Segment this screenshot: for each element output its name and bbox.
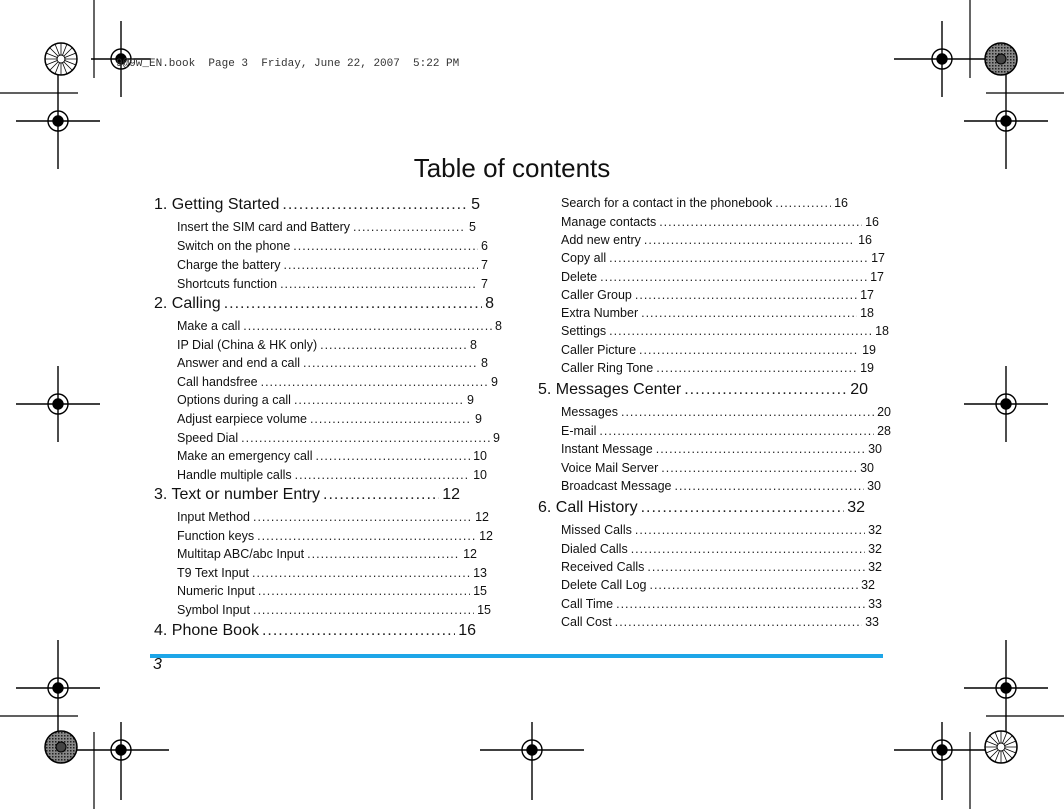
toc-entry-page: 33 xyxy=(868,597,882,611)
toc-entry xyxy=(177,239,488,253)
toc-entry xyxy=(177,356,488,370)
toc-entry-page: 16 xyxy=(458,622,476,639)
toc-entry-page: 32 xyxy=(861,578,875,592)
toc-entry xyxy=(561,479,881,493)
toc-entry-page: 7 xyxy=(481,277,488,291)
toc-entry-label: 6. Call History xyxy=(538,499,638,516)
toc-entry-label: 1. Getting Started xyxy=(154,196,280,213)
toc-entry-page: 20 xyxy=(850,381,868,398)
toc-entry xyxy=(177,449,487,463)
toc-entry-label: Messages xyxy=(561,405,618,419)
toc-entry-page: 17 xyxy=(860,288,874,302)
toc-entry-page: 12 xyxy=(463,547,477,561)
page-title: Table of contents xyxy=(413,153,611,183)
toc-section-entry xyxy=(538,381,868,399)
toc-entry xyxy=(561,196,848,210)
toc-leader-dots xyxy=(609,324,872,338)
toc-entry-label: Make an emergency call xyxy=(177,449,313,463)
toc-section-entry xyxy=(154,196,480,214)
toc-entry-page: 9 xyxy=(467,393,474,407)
toc-entry-label: Settings xyxy=(561,324,607,338)
toc-entry-label: Shortcuts function xyxy=(177,277,278,291)
toc-entry xyxy=(561,578,875,592)
toc-entry-label: 3. Text or number Entry xyxy=(154,486,320,503)
toc-leader-dots xyxy=(635,288,857,302)
print-header: 9@9w_EN.book Page 3 Friday, June 22, 2007 5:22 PM xyxy=(116,58,460,70)
toc-leader-dots xyxy=(641,499,845,517)
toc-entry-page: 16 xyxy=(865,215,879,229)
toc-leader-dots xyxy=(282,196,468,214)
toc-leader-dots xyxy=(320,338,467,352)
toc-entry-label: Received Calls xyxy=(561,560,645,574)
toc-leader-dots xyxy=(353,220,466,234)
toc-entry xyxy=(177,529,493,543)
toc-entry-page: 12 xyxy=(442,486,460,503)
toc-entry-label: Charge the battery xyxy=(177,258,281,272)
toc-entry-page: 28 xyxy=(877,424,891,438)
toc-leader-dots xyxy=(280,277,478,291)
toc-entry xyxy=(177,468,487,482)
toc-section-entry xyxy=(154,622,476,640)
toc-entry-label: Input Method xyxy=(177,510,250,524)
toc-entry-page: 9 xyxy=(493,431,500,445)
registration-mark-icon xyxy=(16,21,1048,800)
toc-leader-dots xyxy=(615,615,862,629)
toc-leader-dots xyxy=(323,486,439,504)
toc-entry xyxy=(177,510,489,524)
toc-entry-label: 2. Calling xyxy=(154,295,221,312)
toc-leader-dots xyxy=(639,343,859,357)
toc-entry-page: 5 xyxy=(471,196,480,213)
toc-entry-page: 32 xyxy=(868,523,882,537)
toc-entry-page: 18 xyxy=(860,306,874,320)
toc-entry-page: 30 xyxy=(868,442,882,456)
toc-entry-label: Make a call xyxy=(177,319,241,333)
toc-leader-dots xyxy=(684,381,847,399)
toc-entry xyxy=(177,566,487,580)
toc-leader-dots xyxy=(631,542,865,556)
toc-leader-dots xyxy=(674,479,864,493)
toc-entry xyxy=(177,319,502,333)
toc-entry-label: Instant Message xyxy=(561,442,653,456)
toc-entry-label: Extra Number xyxy=(561,306,639,320)
toc-entry xyxy=(177,547,477,561)
toc-entry xyxy=(561,424,891,438)
toc-leader-dots xyxy=(647,560,865,574)
toc-entry xyxy=(177,393,474,407)
toc-leader-dots xyxy=(609,251,868,265)
toc-entry-label: Answer and end a call xyxy=(177,356,300,370)
toc-entry-page: 16 xyxy=(858,233,872,247)
toc-entry-page: 30 xyxy=(860,461,874,475)
toc-entry xyxy=(177,412,482,426)
toc-leader-dots xyxy=(310,412,472,426)
toc-entry xyxy=(177,258,488,272)
toc-entry-label: Adjust earpiece volume xyxy=(177,412,307,426)
toc-entry xyxy=(177,338,477,352)
toc-entry-page: 8 xyxy=(481,356,488,370)
toc-entry-page: 17 xyxy=(871,251,885,265)
toc-leader-dots xyxy=(315,449,470,463)
toc-entry-page: 8 xyxy=(495,319,502,333)
toc-entry-page: 10 xyxy=(473,449,487,463)
toc-entry xyxy=(561,215,879,229)
toc-entry-page: 8 xyxy=(485,295,494,312)
toc-leader-dots xyxy=(294,393,464,407)
toc-entry-label: 5. Messages Center xyxy=(538,381,682,398)
toc-entry-label: Caller Ring Tone xyxy=(561,361,654,375)
toc-leader-dots xyxy=(257,529,476,543)
toc-leader-dots xyxy=(600,270,867,284)
toc-leader-dots xyxy=(641,306,857,320)
toc-entry xyxy=(561,233,872,247)
toc-entry-page: 19 xyxy=(862,343,876,357)
toc-entry-label: Manage contacts xyxy=(561,215,657,229)
toc-entry-page: 15 xyxy=(477,603,491,617)
toc-leader-dots xyxy=(262,622,455,640)
toc-entry-page: 6 xyxy=(481,239,488,253)
toc-entry-page: 7 xyxy=(481,258,488,272)
toc-entry-page: 13 xyxy=(473,566,487,580)
toc-entry xyxy=(561,615,879,629)
toc-entry xyxy=(177,431,500,445)
toc-leader-dots xyxy=(599,424,874,438)
toc-entry xyxy=(561,343,876,357)
toc-entry-label: IP Dial (China & HK only) xyxy=(177,338,318,352)
toc-entry-page: 16 xyxy=(834,196,848,210)
toc-leader-dots xyxy=(253,510,472,524)
toc-entry-page: 30 xyxy=(867,479,881,493)
toc-entry xyxy=(561,288,874,302)
toc-leader-dots xyxy=(252,566,470,580)
toc-entry-label: Broadcast Message xyxy=(561,479,672,493)
toc-entry-label: Add new entry xyxy=(561,233,641,247)
toc-entry-label: Handle multiple calls xyxy=(177,468,292,482)
toc-leader-dots xyxy=(635,523,865,537)
toc-entry xyxy=(561,361,874,375)
toc-entry-label: Call Time xyxy=(561,597,614,611)
toc-leader-dots xyxy=(659,215,862,229)
toc-entry xyxy=(561,324,889,338)
toc-section-entry xyxy=(154,486,460,504)
toc-leader-dots xyxy=(253,603,474,617)
toc-entry-label: Numeric Input xyxy=(177,584,255,598)
toc-entry xyxy=(561,442,882,456)
toc-leader-dots xyxy=(284,258,479,272)
toc-entry xyxy=(561,405,891,419)
toc-entry-label: Call handsfree xyxy=(177,375,258,389)
toc-leader-dots xyxy=(293,239,478,253)
toc-entry xyxy=(561,306,874,320)
toc-entry-label: Symbol Input xyxy=(177,603,250,617)
toc-entry-label: Insert the SIM card and Battery xyxy=(177,220,350,234)
toc-entry-label: Speed Dial xyxy=(177,431,239,445)
toc-entry-label: Switch on the phone xyxy=(177,239,291,253)
toc-entry-label: Voice Mail Server xyxy=(561,461,659,475)
page-number: 3 xyxy=(153,656,162,673)
toc-entry-label: Delete Call Log xyxy=(561,578,647,592)
toc-entry xyxy=(561,542,882,556)
toc-leader-dots xyxy=(621,405,874,419)
toc-entry-label: Multitap ABC/abc Input xyxy=(177,547,305,561)
toc-leader-dots xyxy=(775,196,831,210)
toc-entry xyxy=(561,523,882,537)
toc-entry-page: 9 xyxy=(491,375,498,389)
toc-leader-dots xyxy=(307,547,460,561)
toc-entry xyxy=(561,560,882,574)
toc-leader-dots xyxy=(224,295,482,313)
toc-leader-dots xyxy=(261,375,488,389)
toc-entry-page: 18 xyxy=(875,324,889,338)
toc-entry-label: Caller Group xyxy=(561,288,632,302)
toc-entry-label: Caller Picture xyxy=(561,343,637,357)
toc-entry-page: 17 xyxy=(870,270,884,284)
toc-entry-page: 32 xyxy=(868,542,882,556)
toc-entry-label: Delete xyxy=(561,270,598,284)
toc-entry xyxy=(561,597,882,611)
toc-entry-label: Copy all xyxy=(561,251,607,265)
toc-entry xyxy=(561,270,884,284)
toc-section-entry xyxy=(538,499,865,517)
toc-entry-page: 5 xyxy=(469,220,476,234)
toc-entry-page: 32 xyxy=(868,560,882,574)
toc-leader-dots xyxy=(616,597,865,611)
toc-entry-page: 8 xyxy=(470,338,477,352)
toc-leader-dots xyxy=(295,468,470,482)
toc-leader-dots xyxy=(661,461,857,475)
toc-entry-page: 19 xyxy=(860,361,874,375)
toc-entry-page: 33 xyxy=(865,615,879,629)
toc-entry-label: Function keys xyxy=(177,529,255,543)
toc-leader-dots xyxy=(241,431,490,445)
toc-entry-label: Missed Calls xyxy=(561,523,632,537)
footer-rule xyxy=(150,654,883,658)
toc-leader-dots xyxy=(649,578,858,592)
toc-entry xyxy=(177,375,498,389)
toc-entry-label: E-mail xyxy=(561,424,597,438)
toc-entry-label: Call Cost xyxy=(561,615,612,629)
toc-entry-label: T9 Text Input xyxy=(177,566,250,580)
toc-entry xyxy=(177,584,487,598)
toc-entry-label: Options during a call xyxy=(177,393,291,407)
toc-entry-page: 9 xyxy=(475,412,482,426)
toc-leader-dots xyxy=(656,361,857,375)
toc-entry xyxy=(561,461,874,475)
toc-entry xyxy=(177,220,476,234)
toc-entry-page: 10 xyxy=(473,468,487,482)
toc-leader-dots xyxy=(303,356,478,370)
toc-entry xyxy=(177,277,488,291)
toc-leader-dots xyxy=(243,319,492,333)
toc-entry-label: 4. Phone Book xyxy=(154,622,259,639)
toc-entry-page: 32 xyxy=(847,499,865,516)
toc-entry-label: Dialed Calls xyxy=(561,542,628,556)
toc-entry xyxy=(177,603,491,617)
toc-entry-page: 12 xyxy=(479,529,493,543)
toc-leader-dots xyxy=(656,442,865,456)
toc-leader-dots xyxy=(258,584,470,598)
toc-entry xyxy=(561,251,885,265)
toc-entry-page: 20 xyxy=(877,405,891,419)
toc-entry-label: Search for a contact in the phonebook xyxy=(561,196,773,210)
toc-section-entry xyxy=(154,295,494,313)
toc-leader-dots xyxy=(644,233,855,247)
toc-entry-page: 12 xyxy=(475,510,489,524)
toc-entry-page: 15 xyxy=(473,584,487,598)
